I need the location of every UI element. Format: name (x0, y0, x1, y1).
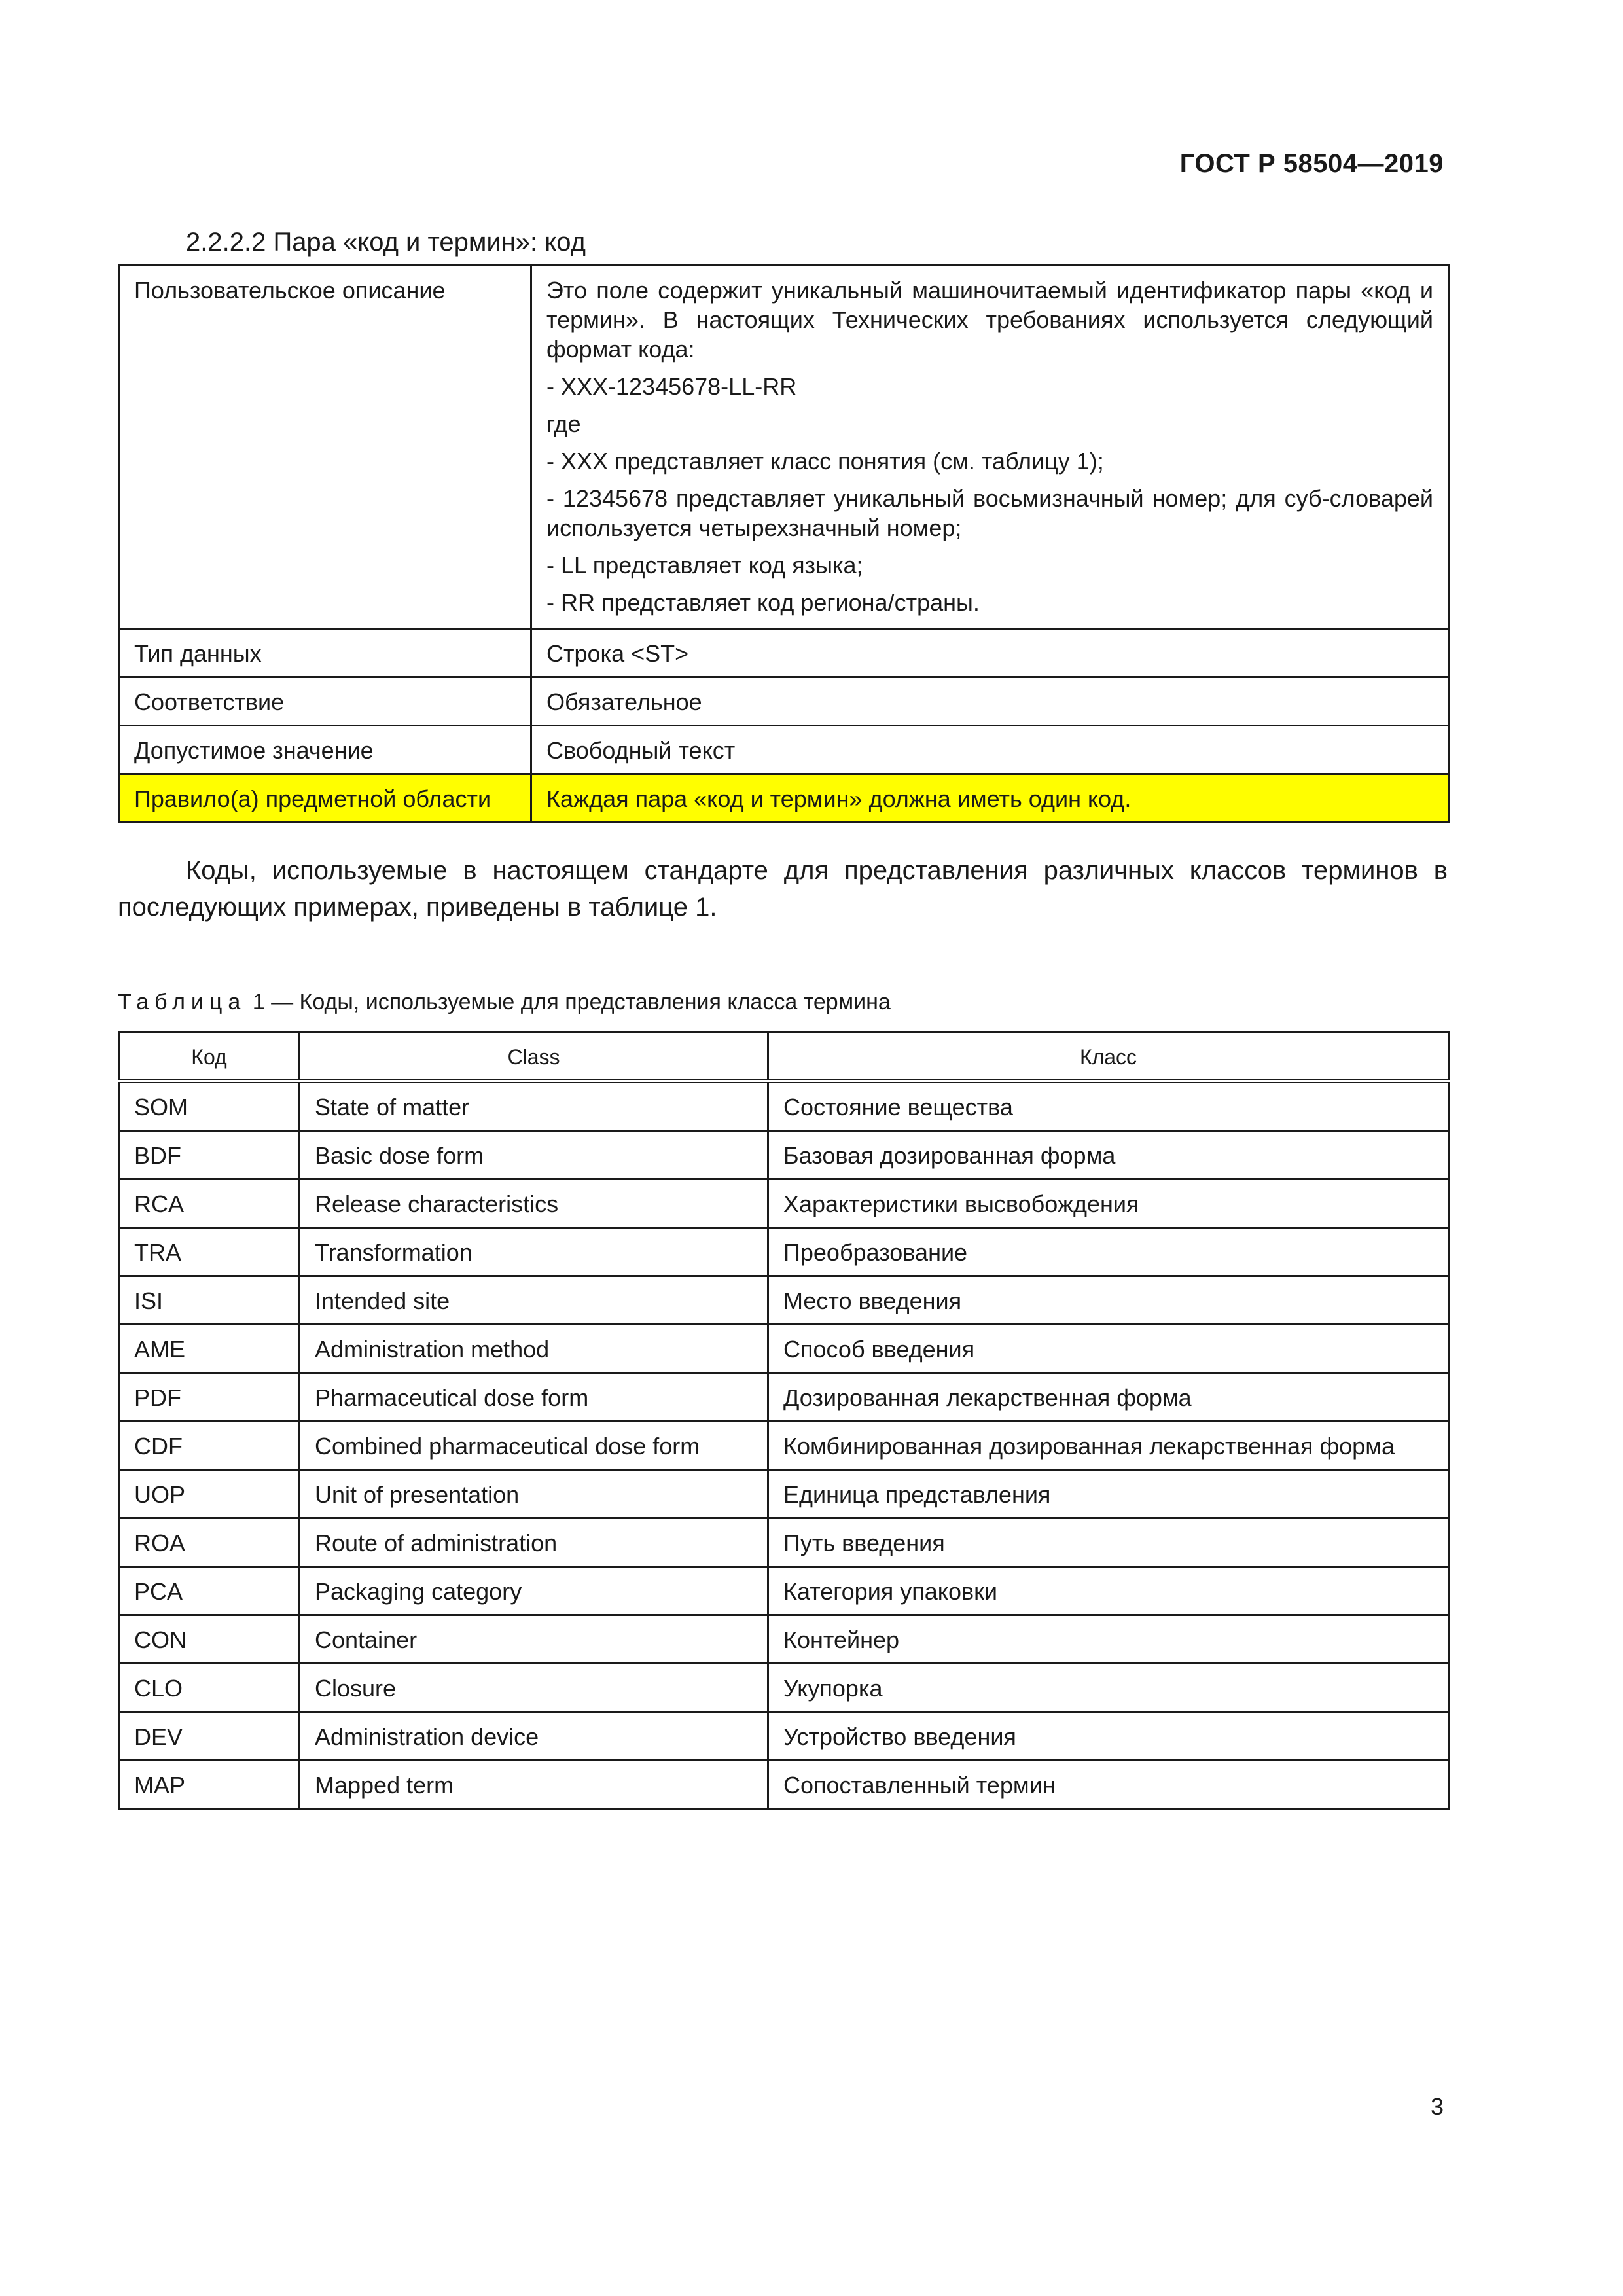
class-en-cell: Intended site (300, 1276, 768, 1325)
class-ru-cell: Преобразование (768, 1228, 1449, 1276)
class-ru-cell: Контейнер (768, 1615, 1449, 1664)
code-cell: UOP (119, 1470, 300, 1518)
table-row (119, 1276, 1449, 1325)
table-caption (118, 990, 891, 1015)
column-header-class-ru: Класс (768, 1033, 1449, 1081)
code-cell: CLO (119, 1664, 300, 1712)
column-header-class-en: Class (300, 1033, 768, 1081)
caption-word: Таблица (118, 990, 247, 1014)
table-row (119, 1470, 1449, 1518)
table-row (119, 1131, 1449, 1179)
class-en-cell: Unit of presentation (300, 1470, 768, 1518)
table-row (119, 1761, 1449, 1809)
description-line: - LL представляет код языка; (546, 552, 863, 579)
column-header-code: Код (119, 1033, 300, 1081)
table-row (119, 677, 1449, 726)
attribute-value: Строка <ST> (531, 629, 1449, 677)
class-ru-cell: Дозированная лекарственная форма (768, 1373, 1449, 1422)
class-en-cell: Closure (300, 1664, 768, 1712)
class-ru-cell: Сопоставленный термин (768, 1761, 1449, 1809)
class-ru-cell: Комбинированная дозированная лекарственная форма (768, 1422, 1449, 1470)
code-cell: MAP (119, 1761, 300, 1809)
table-row (119, 1179, 1449, 1228)
class-en-cell: Basic dose form (300, 1131, 768, 1179)
codes-table (118, 1031, 1450, 1810)
table-row (119, 1228, 1449, 1276)
class-ru-cell: Состояние вещества (768, 1081, 1449, 1131)
description-line: - XXX представляет класс понятия (см. таблицу 1); (546, 448, 1104, 475)
body-paragraph: Коды, используемые в настоящем стандарте для представления различных классов терминов в последующих примерах, приведены в таблице 1. (118, 856, 1448, 922)
table-row (119, 1615, 1449, 1664)
code-cell: RCA (119, 1179, 300, 1228)
attribute-label: Допустимое значение (119, 726, 531, 774)
attribute-description (531, 266, 1449, 629)
class-en-cell: Mapped term (300, 1761, 768, 1809)
attribute-value: Свободный текст (531, 726, 1449, 774)
attribute-label: Соответствие (119, 677, 531, 726)
table-row (119, 1081, 1449, 1131)
class-en-cell: Route of administration (300, 1518, 768, 1567)
table-row (119, 1712, 1449, 1761)
class-en-cell: Pharmaceutical dose form (300, 1373, 768, 1422)
attribute-label: Тип данных (119, 629, 531, 677)
code-cell: BDF (119, 1131, 300, 1179)
description-line: - XXX-12345678-LL-RR (546, 373, 797, 400)
table-row (119, 1664, 1449, 1712)
class-en-cell: Packaging category (300, 1567, 768, 1615)
class-en-cell: State of matter (300, 1081, 768, 1131)
class-ru-cell: Характеристики высвобождения (768, 1179, 1449, 1228)
table-row (119, 1567, 1449, 1615)
highlighted-row (119, 774, 1449, 823)
page-number: 3 (1430, 2093, 1444, 2120)
code-cell: AME (119, 1325, 300, 1373)
code-cell: CON (119, 1615, 300, 1664)
attribute-label: Пользовательское описание (119, 266, 531, 629)
code-cell: PDF (119, 1373, 300, 1422)
description-line: Это поле содержит уникальный машиночитаемый идентификатор пары «код и термин». В настоящих Технических требованиях используется следующий формат кода: (546, 277, 1433, 363)
class-ru-cell: Базовая дозированная форма (768, 1131, 1449, 1179)
code-cell: SOM (119, 1081, 300, 1131)
class-ru-cell: Укупорка (768, 1664, 1449, 1712)
attribute-value: Каждая пара «код и термин» должна иметь один код. (531, 774, 1449, 823)
table-header-row (119, 1033, 1449, 1081)
class-ru-cell: Категория упаковки (768, 1567, 1449, 1615)
standard-code: ГОСТ Р 58504—2019 (1179, 149, 1444, 178)
class-ru-cell: Способ введения (768, 1325, 1449, 1373)
table-row (119, 1373, 1449, 1422)
class-en-cell: Transformation (300, 1228, 768, 1276)
attribute-label: Правило(а) предметной области (119, 774, 531, 823)
description-line: - 12345678 представляет уникальный восьмизначный номер; для суб-словарей используется четырехзначный номер; (546, 485, 1433, 541)
section-heading: 2.2.2.2 Пара «код и термин»: код (186, 228, 586, 257)
caption-text: 1 — Коды, используемые для представления класса термина (246, 990, 891, 1014)
code-cell: TRA (119, 1228, 300, 1276)
class-ru-cell: Место введения (768, 1276, 1449, 1325)
code-cell: ISI (119, 1276, 300, 1325)
table-row (119, 726, 1449, 774)
class-en-cell: Container (300, 1615, 768, 1664)
class-ru-cell: Путь введения (768, 1518, 1449, 1567)
code-cell: PCA (119, 1567, 300, 1615)
attribute-value: Обязательное (531, 677, 1449, 726)
code-cell: ROA (119, 1518, 300, 1567)
table-row (119, 1422, 1449, 1470)
table-row (119, 1518, 1449, 1567)
table-row (119, 266, 1449, 629)
code-cell: DEV (119, 1712, 300, 1761)
class-en-cell: Administration device (300, 1712, 768, 1761)
class-en-cell: Release characteristics (300, 1179, 768, 1228)
class-ru-cell: Устройство введения (768, 1712, 1449, 1761)
class-ru-cell: Единица представления (768, 1470, 1449, 1518)
description-line: где (546, 410, 581, 437)
attribute-table (118, 264, 1450, 823)
code-cell: CDF (119, 1422, 300, 1470)
class-en-cell: Combined pharmaceutical dose form (300, 1422, 768, 1470)
description-line: - RR представляет код региона/страны. (546, 589, 980, 616)
table-row (119, 1325, 1449, 1373)
table-row (119, 629, 1449, 677)
class-en-cell: Administration method (300, 1325, 768, 1373)
